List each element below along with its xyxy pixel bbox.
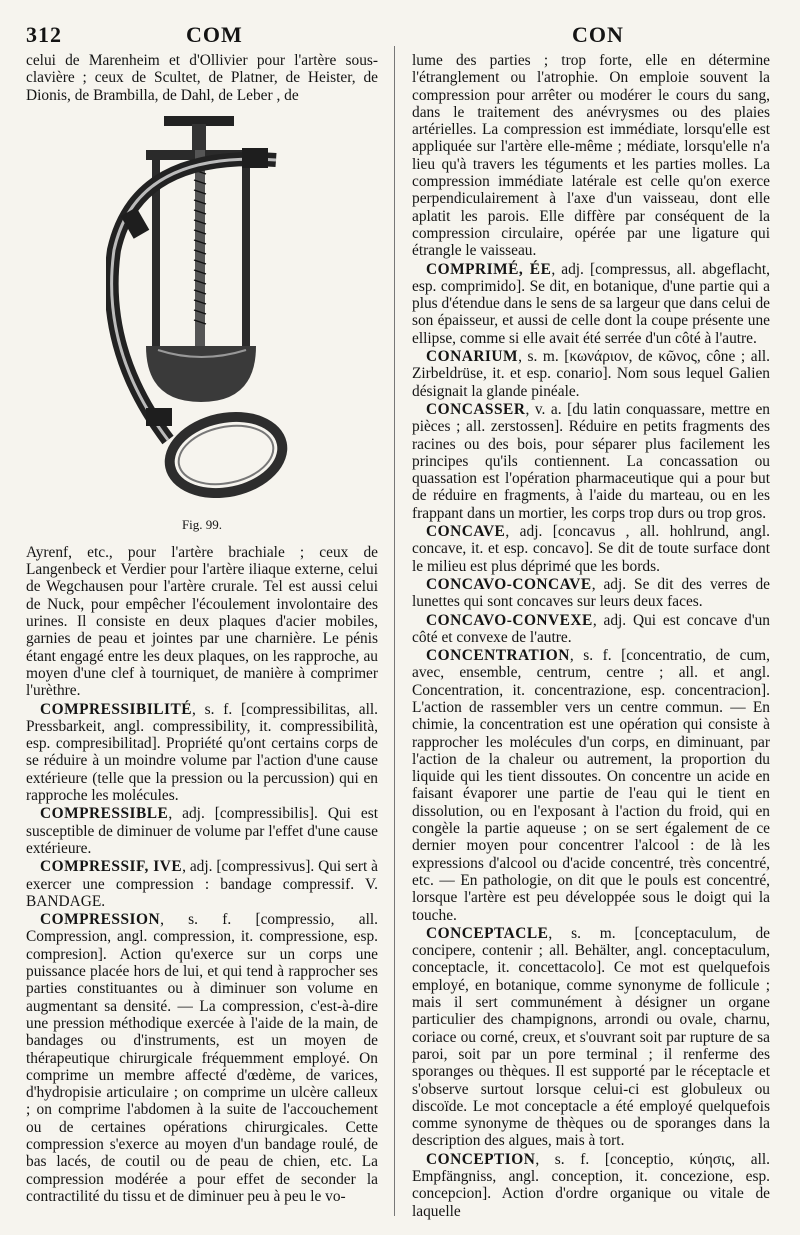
entry-concave [412,523,770,575]
entry-compressif [26,858,378,910]
headword: CONCENTRATION [426,647,570,665]
entry-concavo-convexe [412,612,770,647]
paragraph-continued: lume des parties ; trop forte, elle en détermine l'étranglement ou l'atrophie. On emploie souvent la compression pour arrêter ou modérer le cours du sang, dans le traitement des anévrysmes ou des plaies artérielles. La compression est immédiate, lorsqu'elle est appliquée sur l'artère elle-même ; médiate, lorsqu'elle n'a lieu qu'à travers les téguments et les parties molles. La compression immédiate latérale est celle qu'on exerce perpendiculairement à l'axe d'un vaisseau, dont elle aplatit les parois. Elle diffère par conséquent de la compression circulaire, opérée par une ligature qui étrangle le vaisseau. [412,52,770,260]
entry-body: , s. f. [compressibilitas, all. Pressbarkeit, angl. compressibility, it. compressibilità, esp. compresibilitad]. Propriété qu'ont certains corps de se réduire à un moindre volume par l'action d'une cause extérieure (telle que la pression ou la percussion) qui en rapproche les molécules. [26,700,378,805]
entry-body: , s. m. [κωνάριον, de κῶνος, cône ; all. Zirbeldrüse, it. et esp. conario]. Nom sous lequel Galien désignait la glande pinéale. [412,348,770,400]
entry-concavo-concave [412,576,770,611]
right-column [412,52,770,1221]
running-head-left: COM [186,22,243,47]
figure-99 [26,110,378,540]
running-head-right: CON [572,22,624,47]
headword: CONCASSER [426,400,526,418]
headword: COMPRESSIBILITÉ [40,700,193,718]
figure-caption: Fig. 99. [181,516,223,532]
headword: CONCAVE [426,523,506,541]
headword: CONCAVO-CONVEXE [426,611,593,629]
column-divider [394,46,395,1216]
entry-body: , adj. Se dit des verres de lunettes qui sont concaves sur leurs deux faces. [412,575,770,611]
entry-body: , s. f. [compressio, all. Compression, angl. compression, it. compressione, esp. compresion]. Action qu'exerce sur un corps une puissance placée hors de lui, et qui tend à rapprocher ses parties constituantes ou à diminuer son volume en augmentant sa densité. — La compression, c'est-à-dire une pression méthodique exercée à l'aide de la main, de bandages ou d'instruments, est un moyen de thérapeutique chirurgicale fréquemment employé. On comprime un membre affecté d'œdème, de varices, d'hydropisie articulaire ; on comprime un ulcère calleux ; on comprime l'abdomen à la suite de l'accouchement ou de certaines opérations chirurgicales. Cette compression s'exerce au moyen d'un bandage roulé, de bas lacés, de coutil ou de peau de chien, etc. La compression modérée a pour effet de seconder la contractilité du tissu et de diminuer peu à peu le vo- [26,911,378,1205]
compressor-illustration [106,110,306,510]
entry-compressible [26,805,378,857]
entry-body: , s. m. [conceptaculum, de concipere, contenir ; all. Behälter, angl. conceptaculum, conceptacle, it. concettacolo]. Ce mot est quelquefois employé, en botanique, comme synonyme de follicule ; mais il sert communément à désigner un organe particulier des champignons, arrondi ou ovale, charnu, coriace ou corné, creux, et s'ouvrant soit par rupture de sa paroi, soit par un pore terminal ; il renferme des sporanges ou thèques. Il est supporté par le réceptacle et s'observe surtout lorsque celui-ci est globuleux ou discoïde. Le mot conceptacle a été employé quelquefois comme synonyme de thèques ou de sporanges dans la description des algues, mais à tort. [412,924,770,1150]
entry-compression [26,911,378,1205]
paragraph-after-figure: Ayrenf, etc., pour l'artère brachiale ; ceux de Langenbeck et Verdier pour l'artère iliaque externe, celui de Wegchausen pour l'artère crurale. Tel est aussi celui de Nuck, pour empêcher l'écoulement involontaire des urines. Il consiste en deux plaques d'acier mobiles, garnies de peau et jointes par une charnière. Le pénis étant engagé entre les deux plaques, on les rapproche, au moyen d'une clef à tourniquet, de manière à comprimer l'urèthre. [26,543,378,700]
entry-body: , adj. [compressibilis]. Qui est susceptible de diminuer de volume par l'effet d'une cause extérieure. [26,805,378,857]
entry-conceptacle [412,925,770,1150]
entry-comprime [412,261,770,347]
left-column [26,52,378,1206]
entry-concasser [412,401,770,522]
entry-conception [412,1151,770,1220]
headword: CONCEPTACLE [426,924,549,942]
entry-body: , adj. Qui est concave d'un côté et convexe de l'autre. [412,611,770,646]
headword: CONCEPTION [426,1150,536,1168]
page-number: 312 [26,22,62,47]
entry-concentration [412,647,770,924]
entry-body: , adj. [compressus, all. abgeflacht, esp. comprimido]. Se dit, en botanique, d'une partie qui a plus d'étendue dans le sens de sa largeur que dans celui de son épaisseur, et aussi de celle dont la coupe présente une ellipse, comme si elle avait été serrée d'un côté à l'autre. [412,260,770,347]
headword: COMPRESSION [40,911,161,929]
entry-body: , s. f. [concentratio, de cum, avec, ensemble, centrum, centre ; all. et angl. Concentration, it. concentrazione, esp. concentracion]. L'action de rassembler vers un centre commun. — En chimie, la concentration est une opération qui consiste à rapprocher les molécules d'un corps, en diminuant, par l'action de la chaleur ou autrement, la proportion du liquide qui les tient dissoutes. On concentre un acide en faisant évaporer une partie de l'eau qui le tient en dissolution, ou en l'exposant à l'action du froid, qui en congèle la partie aqueuse ; on se sert également de ce dernier moyen pour concentrer l'alcool : de là les expressions d'alcool ou d'acide concentré, très concentré, etc. — En pathologie, on dit que le pouls est concentré, lorsque l'artère est peu développée sous le doigt qui la touche. [412,647,770,924]
entry-body: , s. f. [conceptio, κύησις, all. Empfängniss, angl. conception, it. concezione, esp. concepcion]. Action d'ordre organique ou vitale de laquelle [412,1150,770,1220]
headword: COMPRESSIF, IVE [40,858,183,876]
entry-body: , adj. [compressivus]. Qui sert à exercer une compression : bandage compressif. V. BANDAGE. [26,858,378,910]
entry-body: , v. a. [du latin conquassare, mettre en pièces ; all. zerstossen]. Réduire en petits fragments des racines ou des bois, pour séparer plus facilement les principes qu'ils contiennent. La concassation ou quassation est l'opération pharmaceutique qui a pour but de réduire en fragments, à l'aide du marteau, ou en les frappant dans un mortier, les corps trop durs ou trop gros. [412,400,770,522]
headword: COMPRIMÉ, ÉE [426,260,552,278]
entry-compressibilite [26,701,378,805]
headword: CONARIUM [426,348,519,366]
entry-conarium [412,348,770,400]
paragraph-continued: celui de Marenheim et d'Ollivier pour l'artère sous-clavière ; ceux de Scultet, de Platner, de Heister, de Dionis, de Brambilla, de Dahl, de Leber , de [26,52,378,104]
entry-body: , adj. [concavus , all. hohlrund, angl. concave, it. et esp. concavo]. Se dit de toute surface dont le milieu est plus déprimé que les bords. [412,523,770,575]
headword: COMPRESSIBLE [40,805,169,823]
headword: CONCAVO-CONCAVE [426,575,592,593]
